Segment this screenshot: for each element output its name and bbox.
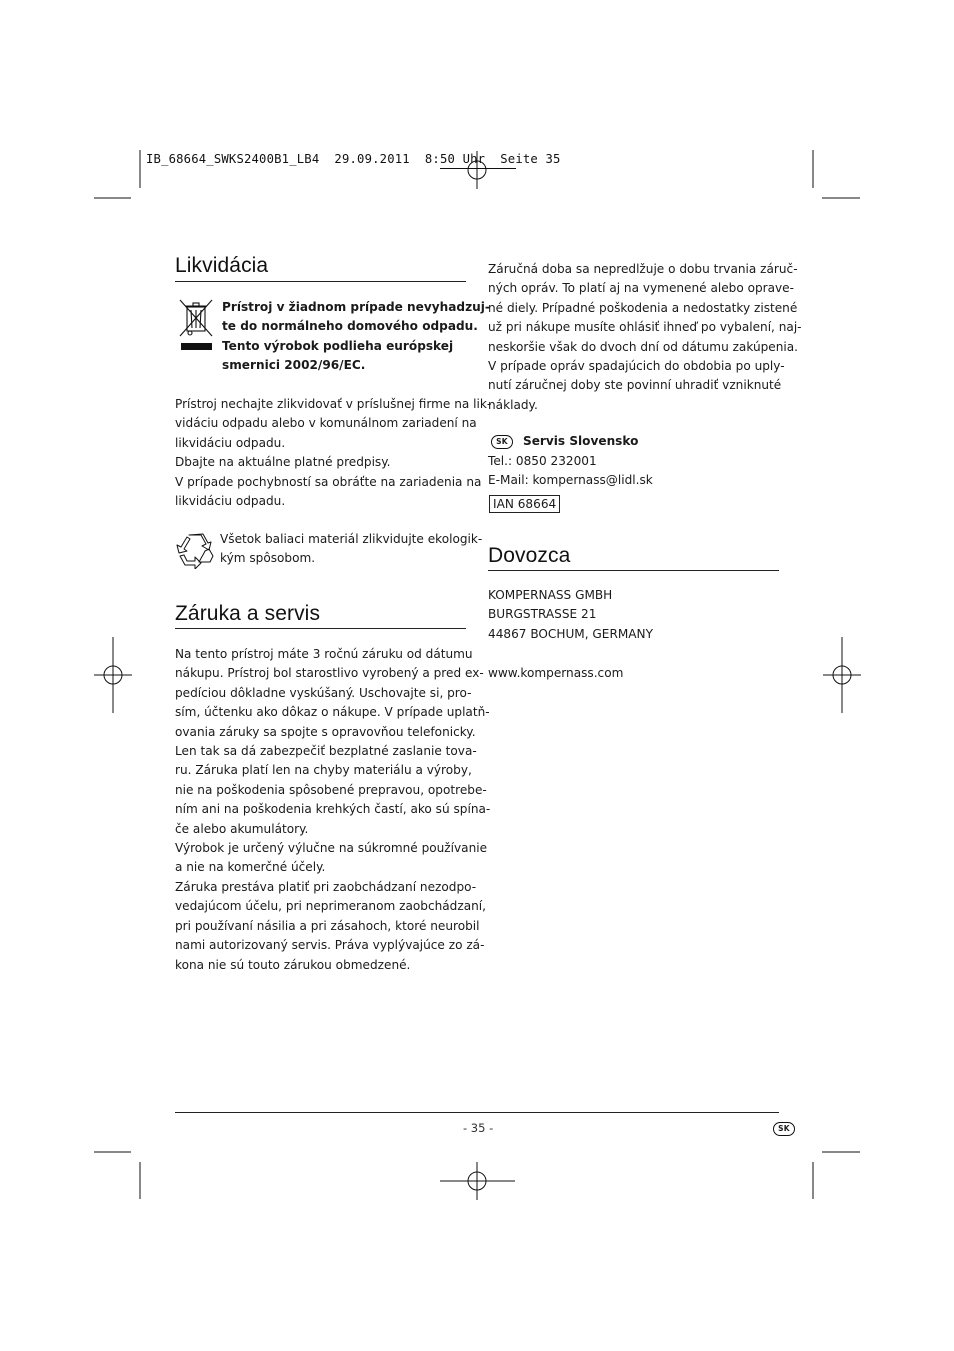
registration-mark-top [468, 151, 486, 189]
warranty-cont-line: Záručná doba sa nepredlžuje o dobu trvania záruč- [488, 262, 798, 276]
recycle-text-line: kým spôsobom. [220, 551, 316, 566]
disposal-heading: Likvidácia [175, 254, 269, 277]
warranty-line: Len tak sa dá zabezpečiť bezplatné zaslanie tova- [175, 744, 477, 759]
warranty-cont-line: né diely. Prípadné poškodenia a nedostatky zistené [488, 300, 798, 315]
warranty-line: nákupu. Prístroj bol starostlivo vyrobený a pred ex- [175, 666, 484, 681]
warranty-cont-line: nutí záručnej doby ste povinní uhradiť vzniknuté [488, 378, 782, 393]
warranty-line: ním ani na poškodenia krehkých častí, ako sú spína- [175, 802, 491, 817]
importer-heading-rule [488, 570, 779, 571]
warranty-line: kona nie sú touto zárukou obmedzené. [175, 957, 411, 972]
service-phone: Tel.: 0850 232001 [488, 454, 597, 468]
warranty-cont-line: V prípade opráv spadajúcich do obdobia po uply- [488, 359, 785, 374]
recycle-text-line: Všetok baliaci materiál zlikvidujte ekologik- [220, 532, 483, 546]
disposal-warning [222, 298, 490, 376]
importer-address-line: 44867 BOCHUM, GERMANY [488, 626, 653, 641]
disposal-paragraph-line: V prípade pochybností sa obráťte na zariadenia na [175, 474, 482, 489]
warranty-line: vedajúcom účelu, pri neprimeranom zaobchádzaní, [175, 899, 486, 914]
warranty-cont-line: náklady. [488, 397, 538, 412]
recycle-icon [175, 531, 215, 569]
footer-sk-badge: SK [773, 1122, 795, 1136]
disposal-heading-rule [175, 281, 466, 282]
print-slug: IB_68664_SWKS2400B1_LB4 29.09.2011 8:50 Uhr Seite 35 [146, 152, 561, 166]
importer-address-line: BURGSTRASSE 21 [488, 607, 597, 622]
service-email: E-Mail: kompernass@lidl.sk [488, 473, 653, 487]
importer-address [488, 586, 653, 644]
warranty-cont-line: ných opráv. To platí aj na vymenené alebo oprave- [488, 281, 794, 296]
warranty-heading-rule [175, 628, 466, 629]
warranty-line: nie na poškodenia spôsobené prepravou, opotrebe- [175, 782, 487, 797]
warranty-line: a nie na komerčné účely. [175, 860, 326, 875]
footer-rule [175, 1112, 779, 1113]
disposal-paragraph-line: likvidáciu odpadu. [175, 494, 286, 509]
warranty-line: pri používaní násilia a pri zásahoch, ktoré neurobil [175, 918, 480, 933]
disposal-paragraph-line: vidáciu odpadu alebo v komunálnom zariadení na [175, 416, 477, 431]
warranty-line: ovania záruky sa spojte s opravovňou telefonicky. [175, 724, 476, 739]
warranty-line: Výrobok je určený výlučne na súkromné používanie [175, 841, 488, 856]
importer-address-line: KOMPERNASS GMBH [488, 588, 613, 602]
disposal-warning-line: te do normálneho domového odpadu. [222, 319, 478, 334]
disposal-warning-line: Prístroj v žiadnom prípade nevyhadzuj- [222, 300, 490, 314]
warranty-heading: Záruka a servis [175, 602, 321, 625]
ian-number: IAN 68664 [489, 495, 560, 513]
page-number: - 35 - [463, 1121, 494, 1135]
warranty-line: nami autorizovaný servis. Práva vyplývajúce zo zá- [175, 938, 485, 953]
disposal-paragraph-line: Dbajte na aktuálne platné predpisy. [175, 455, 391, 470]
disposal-paragraph [175, 395, 491, 511]
warranty-line: Záruka prestáva platiť pri zaobchádzaní nezodpo- [175, 879, 477, 894]
warranty-line: Na tento prístroj máte 3 ročnú záruku od dátumu [175, 647, 473, 661]
sk-country-badge: SK [491, 435, 513, 449]
disposal-warning-line: Tento výrobok podlieha európskej [222, 338, 454, 353]
service-title: Servis Slovensko [523, 434, 639, 448]
warranty-line: če alebo akumulátory. [175, 821, 309, 836]
warranty-line: ru. Záruka platí len na chyby materiálu a výroby, [175, 763, 472, 778]
warranty-cont-line: neskoršie však do dvoch dní od dátumu zakúpenia. [488, 339, 799, 354]
registration-mark-left [94, 637, 132, 713]
disposal-paragraph-line: likvidáciu odpadu. [175, 435, 286, 450]
disposal-warning-line: smernici 2002/96/EC. [222, 358, 366, 373]
registration-mark-right [823, 637, 861, 713]
warranty-paragraph [175, 645, 490, 975]
warranty-continued [488, 260, 802, 415]
recycle-text [220, 530, 482, 569]
importer-website: www.kompernass.com [488, 666, 624, 680]
importer-heading: Dovozca [488, 544, 571, 567]
registration-mark-bottom [440, 1162, 515, 1200]
crossed-bin-icon [178, 298, 214, 354]
warranty-cont-line: už pri nákupe musíte ohlásiť ihneď po vybalení, naj- [488, 320, 802, 335]
warranty-line: pedíciou dôkladne vyskúšaný. Uschovajte si, pro- [175, 685, 472, 700]
warranty-line: sím, účtenku ako dôkaz o nákupe. V prípade uplatň- [175, 705, 490, 720]
disposal-paragraph-line: Prístroj nechajte zlikvidovať v príslušnej firme na lik- [175, 397, 492, 411]
